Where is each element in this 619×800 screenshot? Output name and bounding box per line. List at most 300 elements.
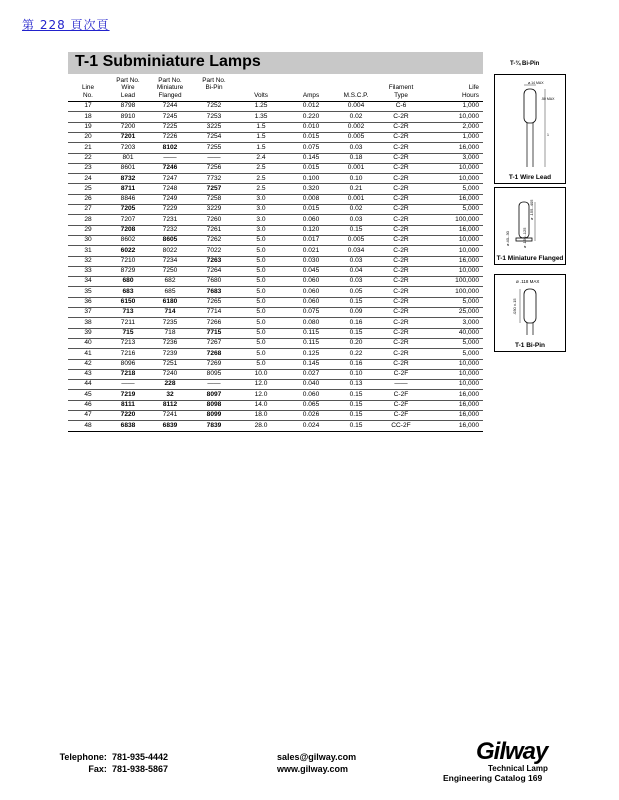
cell-volts: 1.25: [236, 102, 286, 112]
cell-mini: 7232: [148, 225, 192, 235]
table-row: [68, 102, 483, 112]
table-row: [68, 246, 483, 256]
cell-mini: 682: [148, 277, 192, 287]
cell-line: 18: [68, 112, 108, 122]
column-header-line: Lead: [120, 91, 136, 99]
cell-mini: 8022: [148, 246, 192, 256]
cell-line: 23: [68, 163, 108, 173]
cell-life: 40,000: [426, 328, 483, 338]
column-header-line: Part No.: [116, 77, 140, 84]
cell-line: 17: [68, 102, 108, 112]
cell-line: 27: [68, 205, 108, 215]
cell-fil: C-2F: [376, 390, 426, 400]
table-row: [68, 235, 483, 245]
cell-life: 10,000: [426, 163, 483, 173]
phone-number: 781-935-4442: [111, 752, 168, 762]
table-row: [68, 174, 483, 184]
cell-mscp: 0.15: [336, 421, 376, 431]
cell-bipin: 7253: [192, 112, 236, 122]
cell-mscp: 0.03: [336, 277, 376, 287]
cell-mini: 32: [148, 390, 192, 400]
cell-line: 35: [68, 287, 108, 297]
cell-mscp: 0.13: [336, 380, 376, 390]
table-row: [68, 122, 483, 132]
cell-wire: 8601: [108, 163, 148, 173]
column-header-line: [236, 77, 286, 84]
cell-wire: 7211: [108, 318, 148, 328]
cell-volts: 12.0: [236, 380, 286, 390]
table-row: [68, 266, 483, 276]
cell-life: 2,000: [426, 122, 483, 132]
phone-label: Telephone:: [59, 752, 107, 762]
cell-wire: 6838: [108, 421, 148, 431]
cell-bipin: 7263: [192, 256, 236, 266]
cell-bipin: 7257: [192, 184, 236, 194]
cell-amps: 0.015: [286, 132, 336, 142]
cell-volts: 3.0: [236, 215, 286, 225]
column-header-fil: [376, 77, 426, 102]
cell-mscp: 0.20: [336, 338, 376, 348]
cell-fil: C-2R: [376, 153, 426, 163]
cell-wire: 7207: [108, 215, 148, 225]
cell-line: 26: [68, 194, 108, 204]
cell-mini: 8605: [148, 235, 192, 245]
table-row: [68, 380, 483, 390]
cell-wire: 7218: [108, 369, 148, 379]
cell-life: 3,000: [426, 318, 483, 328]
lamp-table: [68, 77, 483, 432]
cell-amps: 0.145: [286, 359, 336, 369]
cell-mini: 7236: [148, 338, 192, 348]
cell-bipin: 8098: [192, 400, 236, 410]
cell-fil: C-2R: [376, 122, 426, 132]
column-header-line: [68, 77, 108, 102]
table-row: [68, 194, 483, 204]
cell-volts: 5.0: [236, 359, 286, 369]
cell-amps: 0.027: [286, 369, 336, 379]
cell-mscp: 0.15: [336, 297, 376, 307]
cell-volts: 2.4: [236, 153, 286, 163]
cell-wire: 801: [108, 153, 148, 163]
cell-amps: 0.060: [286, 277, 336, 287]
cell-amps: 0.125: [286, 349, 336, 359]
cell-life: 16,000: [426, 225, 483, 235]
table-row: [68, 369, 483, 379]
cell-fil: C-2R: [376, 266, 426, 276]
cell-bipin: 3225: [192, 122, 236, 132]
cell-mini: 685: [148, 287, 192, 297]
cell-volts: 14.0: [236, 400, 286, 410]
cell-amps: 0.060: [286, 287, 336, 297]
cell-bipin: 7258: [192, 194, 236, 204]
cell-bipin: 7714: [192, 308, 236, 318]
catalog-page-number: Engineering Catalog 169: [443, 773, 543, 783]
cell-bipin: ——: [192, 380, 236, 390]
cell-mini: 7244: [148, 102, 192, 112]
cell-fil: C-2R: [376, 143, 426, 153]
cell-mscp: 0.16: [336, 318, 376, 328]
cell-volts: 5.0: [236, 246, 286, 256]
cell-volts: 3.0: [236, 225, 286, 235]
cell-wire: 8798: [108, 102, 148, 112]
cell-mscp: 0.10: [336, 174, 376, 184]
fax-number: 781-938-5867: [111, 764, 168, 774]
table-row: [68, 153, 483, 163]
cell-amps: 0.015: [286, 163, 336, 173]
column-header-line: Flanged: [158, 91, 182, 99]
cell-mini: 7234: [148, 256, 192, 266]
flanged-dim-1: ø .155-.405: [529, 199, 534, 220]
table-row: [68, 308, 483, 318]
cell-life: 16,000: [426, 410, 483, 420]
cell-volts: 1.5: [236, 143, 286, 153]
table-row: [68, 421, 483, 431]
column-header-line: Part No.: [202, 77, 226, 84]
cell-bipin: 7269: [192, 359, 236, 369]
column-header-line: [376, 77, 426, 84]
cell-fil: C-2R: [376, 235, 426, 245]
cell-wire: 8732: [108, 174, 148, 184]
cell-amps: 0.065: [286, 400, 336, 410]
cell-bipin: 7715: [192, 328, 236, 338]
cell-line: 24: [68, 174, 108, 184]
cell-amps: 0.320: [286, 184, 336, 194]
cell-line: 19: [68, 122, 108, 132]
cell-wire: 7205: [108, 205, 148, 215]
cell-mini: 7240: [148, 369, 192, 379]
cell-mscp: 0.034: [336, 246, 376, 256]
cell-mscp: 0.15: [336, 328, 376, 338]
email-link[interactable]: sales@gilway.com: [277, 752, 357, 762]
cell-life: 16,000: [426, 194, 483, 204]
cell-bipin: 7260: [192, 215, 236, 225]
cell-bipin: ——: [192, 153, 236, 163]
table-row: [68, 163, 483, 173]
cell-mini: 7246: [148, 163, 192, 173]
cell-wire: 6150: [108, 297, 148, 307]
cell-volts: 5.0: [236, 338, 286, 348]
table-row: [68, 256, 483, 266]
cell-volts: 2.5: [236, 184, 286, 194]
cell-amps: 0.220: [286, 112, 336, 122]
cell-wire: 8096: [108, 359, 148, 369]
cell-mini: 7241: [148, 410, 192, 420]
cell-fil: C-2R: [376, 256, 426, 266]
cell-volts: 5.0: [236, 349, 286, 359]
cell-life: 25,000: [426, 308, 483, 318]
cell-wire: 7216: [108, 349, 148, 359]
cell-amps: 0.120: [286, 225, 336, 235]
cell-life: 10,000: [426, 174, 483, 184]
cell-line: 38: [68, 318, 108, 328]
cell-volts: 5.0: [236, 308, 286, 318]
table-row: [68, 338, 483, 348]
cell-amps: 0.040: [286, 380, 336, 390]
cell-fil: C-2R: [376, 163, 426, 173]
cell-fil: C-2R: [376, 277, 426, 287]
cell-bipin: 7022: [192, 246, 236, 256]
cell-amps: 0.024: [286, 421, 336, 431]
table-row: [68, 318, 483, 328]
table-row: [68, 287, 483, 297]
cell-mini: 8102: [148, 143, 192, 153]
table-row: [68, 297, 483, 307]
column-header-line: [336, 77, 376, 84]
cell-mini: 7225: [148, 122, 192, 132]
cell-bipin: 3229: [192, 205, 236, 215]
cell-amps: 0.045: [286, 266, 336, 276]
cell-mscp: 0.09: [336, 308, 376, 318]
cell-life: 100,000: [426, 277, 483, 287]
table-body: [68, 102, 483, 432]
wire-lead-dim-diameter: ø.14 MAX: [528, 81, 544, 85]
cell-fil: C-2R: [376, 184, 426, 194]
cell-wire: 715: [108, 328, 148, 338]
cell-bipin: 7255: [192, 143, 236, 153]
cell-bipin: 7262: [192, 235, 236, 245]
cell-fil: C-2R: [376, 338, 426, 348]
website-link[interactable]: www.gilway.com: [277, 764, 349, 774]
cell-fil: ——: [376, 380, 426, 390]
cell-mini: 7249: [148, 194, 192, 204]
column-header-line: Wire: [121, 84, 135, 92]
cell-line: 42: [68, 359, 108, 369]
miniature-flanged-diagram: [494, 187, 566, 265]
cell-bipin: 7266: [192, 318, 236, 328]
cell-amps: 0.115: [286, 338, 336, 348]
column-header-amps: [286, 77, 336, 102]
cell-life: 16,000: [426, 256, 483, 266]
footer-web: [277, 751, 356, 775]
cell-wire: 8729: [108, 266, 148, 276]
table-row: [68, 215, 483, 225]
cell-volts: 3.0: [236, 205, 286, 215]
cell-mini: ——: [148, 153, 192, 163]
cell-fil: C-2F: [376, 400, 426, 410]
cell-mini: 7231: [148, 215, 192, 225]
cell-mscp: 0.02: [336, 112, 376, 122]
table-row: [68, 277, 483, 287]
flanged-dim-3: ø.40-.30: [505, 231, 510, 246]
cell-fil: C-2R: [376, 308, 426, 318]
column-header-line: Volts: [254, 91, 268, 99]
cell-mini: 7250: [148, 266, 192, 276]
cell-mini: 7235: [148, 318, 192, 328]
column-header-line: [68, 77, 108, 84]
column-header-line: Filament: [388, 84, 414, 92]
cell-fil: C-2R: [376, 194, 426, 204]
cell-life: 5,000: [426, 338, 483, 348]
cell-line: 43: [68, 369, 108, 379]
cell-wire: 683: [108, 287, 148, 297]
cell-volts: 2.5: [236, 174, 286, 184]
cell-bipin: 7264: [192, 266, 236, 276]
cell-amps: 0.060: [286, 215, 336, 225]
cell-life: 10,000: [426, 359, 483, 369]
cell-fil: C-2R: [376, 225, 426, 235]
cell-amps: 0.060: [286, 297, 336, 307]
cell-bipin: 8099: [192, 410, 236, 420]
cell-fil: C-2R: [376, 205, 426, 215]
table-row: [68, 410, 483, 420]
cell-bipin: 7254: [192, 132, 236, 142]
cell-line: 39: [68, 328, 108, 338]
cell-mini: 7229: [148, 205, 192, 215]
column-header-line: [286, 77, 336, 84]
cell-amps: 0.021: [286, 246, 336, 256]
cell-mscp: 0.001: [336, 194, 376, 204]
cell-mini: 714: [148, 308, 192, 318]
cell-fil: C-2F: [376, 369, 426, 379]
cell-wire: 713: [108, 308, 148, 318]
cell-mscp: 0.15: [336, 390, 376, 400]
table-row: [68, 132, 483, 142]
cell-amps: 0.060: [286, 390, 336, 400]
cell-fil: C-2R: [376, 174, 426, 184]
cell-mini: 8112: [148, 400, 192, 410]
cell-amps: 0.075: [286, 308, 336, 318]
cell-volts: 18.0: [236, 410, 286, 420]
cell-mscp: 0.03: [336, 143, 376, 153]
cell-line: 37: [68, 308, 108, 318]
cell-wire: 6022: [108, 246, 148, 256]
wire-lead-dim-lead: 1: [547, 133, 549, 137]
cell-mscp: 0.04: [336, 266, 376, 276]
cell-life: 1,000: [426, 132, 483, 142]
column-header-line: Part No.: [158, 77, 182, 84]
cell-line: 30: [68, 235, 108, 245]
cell-mscp: 0.03: [336, 215, 376, 225]
column-header-line: No.: [83, 91, 93, 99]
cell-mini: 7248: [148, 184, 192, 194]
cell-life: 10,000: [426, 266, 483, 276]
cell-mscp: 0.21: [336, 184, 376, 194]
cell-wire: 7213: [108, 338, 148, 348]
wire-lead-caption: T-1 Wire Lead: [508, 174, 552, 181]
cell-fil: C-2R: [376, 359, 426, 369]
cell-volts: 5.0: [236, 287, 286, 297]
table-row: [68, 400, 483, 410]
cell-amps: 0.075: [286, 143, 336, 153]
column-header-bipin: [192, 77, 236, 102]
cell-line: 25: [68, 184, 108, 194]
cell-wire: 680: [108, 277, 148, 287]
page-navigation-link[interactable]: 第 228 頁次頁: [22, 18, 110, 32]
column-header-line: [286, 84, 336, 91]
cell-volts: 5.0: [236, 328, 286, 338]
cell-wire: 7219: [108, 390, 148, 400]
cell-line: 46: [68, 400, 108, 410]
cell-life: 5,000: [426, 184, 483, 194]
column-header-line: Hours: [461, 91, 479, 99]
bipin-caption: T-1 Bi-Pin: [515, 342, 545, 349]
bipin-drawing: [495, 275, 565, 351]
cell-mini: 6839: [148, 421, 192, 431]
cell-line: 45: [68, 390, 108, 400]
table-row: [68, 225, 483, 235]
column-header-line: [236, 84, 286, 91]
cell-volts: 5.0: [236, 297, 286, 307]
bipin-diagram: [494, 274, 566, 352]
cell-life: 16,000: [426, 400, 483, 410]
page-title: T-1 Subminiature Lamps: [75, 53, 261, 70]
cell-life: 10,000: [426, 112, 483, 122]
cell-mscp: 0.18: [336, 153, 376, 163]
cell-wire: 7200: [108, 122, 148, 132]
cell-bipin: 7839: [192, 421, 236, 431]
table-header-row: [68, 77, 483, 102]
cell-fil: C-6: [376, 102, 426, 112]
table-row: [68, 390, 483, 400]
cell-line: 29: [68, 225, 108, 235]
cell-fil: C-2R: [376, 112, 426, 122]
cell-mini: 7251: [148, 359, 192, 369]
cell-wire: 7201: [108, 132, 148, 142]
cell-amps: 0.026: [286, 410, 336, 420]
cell-amps: 0.010: [286, 122, 336, 132]
column-header-line: Miniature: [156, 84, 184, 92]
cell-amps: 0.017: [286, 235, 336, 245]
cell-volts: 5.0: [236, 235, 286, 245]
cell-bipin: 7252: [192, 102, 236, 112]
cell-amps: 0.080: [286, 318, 336, 328]
cell-mscp: 0.15: [336, 225, 376, 235]
cell-volts: 2.5: [236, 163, 286, 173]
column-header-line: [336, 84, 376, 91]
cell-line: 36: [68, 297, 108, 307]
cell-wire: 7220: [108, 410, 148, 420]
cell-bipin: 7261: [192, 225, 236, 235]
column-header-line: Type: [394, 91, 408, 99]
cell-volts: 5.0: [236, 256, 286, 266]
cell-fil: C-2R: [376, 297, 426, 307]
cell-life: 5,000: [426, 349, 483, 359]
cell-bipin: 7680: [192, 277, 236, 287]
cell-wire: 8846: [108, 194, 148, 204]
cell-bipin: 7268: [192, 349, 236, 359]
cell-volts: 1.35: [236, 112, 286, 122]
cell-line: 21: [68, 143, 108, 153]
cell-mscp: 0.15: [336, 410, 376, 420]
cell-line: 33: [68, 266, 108, 276]
cell-line: 34: [68, 277, 108, 287]
cell-bipin: 8097: [192, 390, 236, 400]
cell-volts: 28.0: [236, 421, 286, 431]
column-header-life: [426, 77, 483, 102]
bipin-dim-diameter: ø .118 MAX: [516, 279, 540, 284]
bipin-dim-length: .030 ±.15: [512, 298, 517, 315]
cell-mini: 7247: [148, 174, 192, 184]
cell-bipin: 7267: [192, 338, 236, 348]
cell-volts: 5.0: [236, 266, 286, 276]
cell-fil: CC-2F: [376, 421, 426, 431]
cell-life: 100,000: [426, 287, 483, 297]
cell-volts: 1.5: [236, 122, 286, 132]
cell-line: 22: [68, 153, 108, 163]
cell-life: 16,000: [426, 421, 483, 431]
cell-fil: C-2R: [376, 246, 426, 256]
cell-line: 47: [68, 410, 108, 420]
cell-mscp: 0.15: [336, 400, 376, 410]
gilway-logo: Gilway: [476, 738, 548, 765]
cell-volts: 10.0: [236, 369, 286, 379]
cell-amps: 0.015: [286, 205, 336, 215]
cell-fil: C-2F: [376, 410, 426, 420]
column-header-mscp: [336, 77, 376, 102]
cell-line: 48: [68, 421, 108, 431]
cell-line: 32: [68, 256, 108, 266]
cell-bipin: 7732: [192, 174, 236, 184]
